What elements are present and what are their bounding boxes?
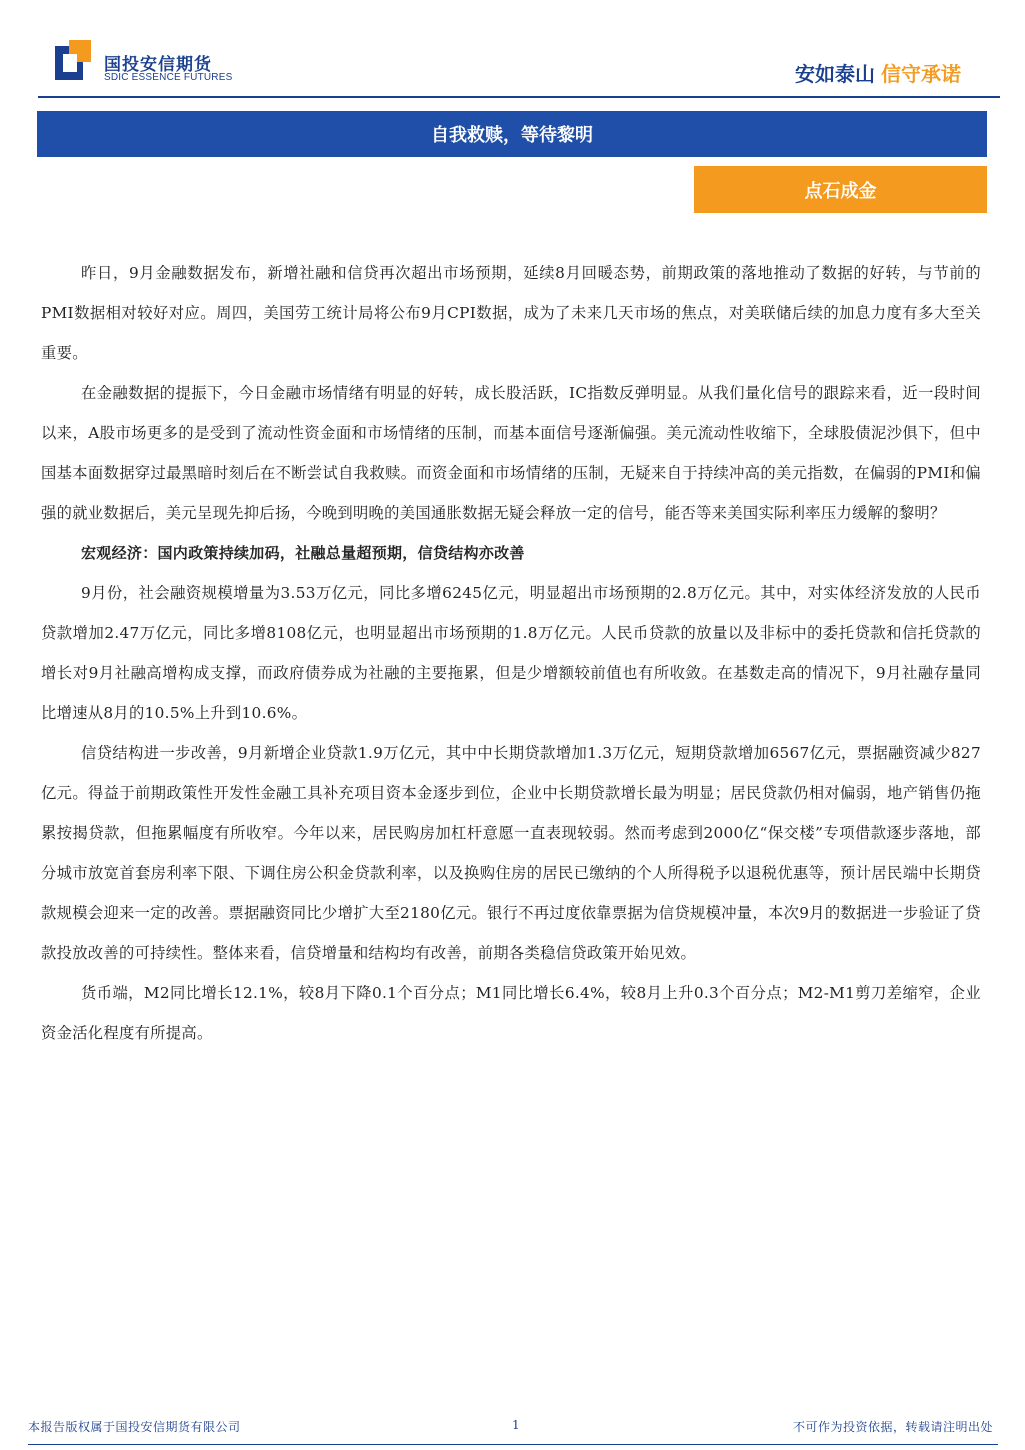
paragraph: 信贷结构进一步改善，9月新增企业贷款1.9万亿元，其中中长期贷款增加1.3万亿元，短期贷款增加6567亿元，票据融资减少827亿元。得益于前期政策性开发性金融工具补充项目资本金逐步到位，企业中长期贷款增长最为明显；居民贷款仍相对偏弱，地产销售仍拖累按揭贷款，但拖累幅度有所收窄。今年以来，居民购房加杠杆意愿一直表现较弱。然而考虑到2000亿“保交楼”专项借款逐步落地，部分城市放宽首套房利率下限、下调住房公积金贷款利率，以及换购住房的居民已缴纳的个人所得税予以退税优惠等，预计居民端中长期贷款规模会迎来一定的改善。票据融资同比少增扩大至2180亿元。银行不再过度依靠票据为信贷规模冲量，本次9月的数据进一步验证了贷款投放改善的可持续性。整体来看，信贷增量和结构均有改善，前期各类稳信贷政策开始见效。 [41, 744, 981, 962]
slogan [795, 58, 961, 87]
slogan-part2: 信守承诺 [881, 62, 961, 86]
brand-name-en: SDIC ESSENCE FUTURES [104, 72, 233, 83]
footer-copyright: 本报告版权属于国投安信期货有限公司 [28, 1420, 241, 1434]
page-header [0, 0, 1025, 100]
paragraph: 在金融数据的提振下，今日金融市场情绪有明显的好转，成长股活跃，IC指数反弹明显。从我们量化信号的跟踪来看，近一段时间以来，A股市场更多的是受到了流动性资金面和市场情绪的压制，而基本面信号逐渐偏强。美元流动性收缩下，全球股债泥沙俱下，但中国基本面数据穿过最黑暗时刻后在不断尝试自我救赎。而资金面和市场情绪的压制，无疑来自于持续冲高的美元指数，在偏弱的PMI和偏强的就业数据后，美元呈现先抑后扬，今晚到明晚的美国通胀数据无疑会释放一定的信号，能否等来美国实际利率压力缓解的黎明？ [41, 384, 981, 522]
paragraph: 货币端，M2同比增长12.1%，较8月下降0.1个百分点；M1同比增长6.4%，较8月上升0.3个百分点；M2-M1剪刀差缩窄，企业资金活化程度有所提高。 [41, 984, 981, 1042]
report-body [41, 253, 981, 1053]
company-logo-icon [55, 40, 97, 84]
footer-divider [28, 1444, 998, 1445]
page-number: 1 [512, 1418, 521, 1432]
brand-name-cn: 国投安信期货 [104, 55, 212, 75]
section-heading: 宏观经济：国内政策持续加码，社融总量超预期，信贷结构亦改善 [81, 544, 525, 562]
slogan-part1: 安如泰山 [795, 62, 875, 86]
column-tag: 点石成金 [694, 166, 987, 213]
report-title: 自我救赎，等待黎明 [37, 111, 987, 157]
paragraph: 9月份，社会融资规模增量为3.53万亿元，同比多增6245亿元，明显超出市场预期的2.8万亿元。其中，对实体经济发放的人民币贷款增加2.47万亿元，同比多增8108亿元，也明显超出市场预期的1.8万亿元。人民币贷款的放量以及非标中的委托贷款和信托贷款的增长对9月社融高增构成支撑，而政府债券成为社融的主要拖累，但是少增额较前值也有所收敛。在基数走高的情况下，9月社融存量同比增速从8月的10.5%上升到10.6%。 [41, 584, 981, 722]
footer-disclaimer: 不可作为投资依据，转载请注明出处 [792, 1420, 993, 1434]
header-divider [38, 96, 1000, 98]
paragraph: 昨日，9月金融数据发布，新增社融和信贷再次超出市场预期，延续8月回暖态势，前期政策的落地推动了数据的好转，与节前的PMI数据相对较好对应。周四，美国劳工统计局将公布9月CPI数据，成为了未来几天市场的焦点，对美联储后续的加息力度有多大至关重要。 [41, 264, 981, 362]
